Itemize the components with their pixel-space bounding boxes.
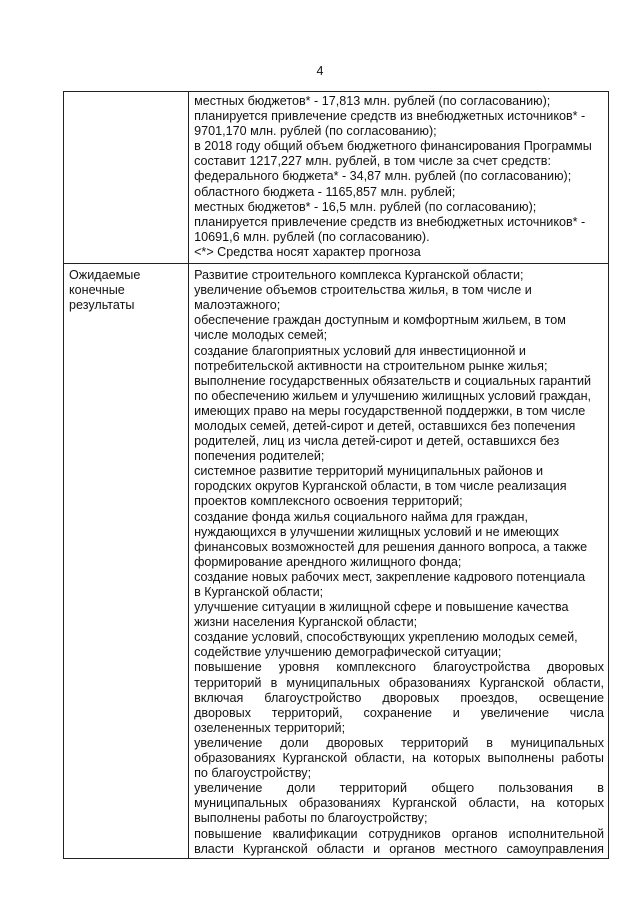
result-line: создание новых рабочих мест, закрепление кадрового потенциала <box>194 569 586 584</box>
result-line: жизни населения Курганской области; <box>194 615 418 630</box>
funding-line: областного бюджета - 1165,857 млн. рублей; <box>194 184 456 199</box>
page-number: 4 <box>316 64 324 78</box>
funding-line: федерального бюджета* - 34,87 млн. рублей (по согласованию); <box>194 169 572 184</box>
funding-line: планируется привлечение средств из внебюджетных источников* - <box>194 214 586 229</box>
result-line: территорий в муниципальных образованиях Курганской области, <box>194 675 604 690</box>
passport-table <box>63 91 609 859</box>
result-line: нуждающихся в улучшении жилищных условий и не имеющих <box>194 524 559 539</box>
funding-line: местных бюджетов* - 17,813 млн. рублей (по согласованию); <box>194 94 551 108</box>
funding-line: составит 1217,227 млн. рублей, в том числе за счет средств: <box>194 154 551 169</box>
results-content-cell <box>189 264 609 859</box>
result-line: создание фонда жилья социального найма для граждан, <box>194 509 528 524</box>
result-line: власти Курганской области и органов местного самоуправления <box>194 841 604 856</box>
funding-line: планируется привлечение средств из внебюджетных источников* - <box>194 109 586 124</box>
results-label-line: конечные <box>69 283 125 298</box>
table-row-funding <box>64 92 609 264</box>
result-line: Развитие строительного комплекса Курганской области; <box>194 268 524 283</box>
funding-line: местных бюджетов* - 16,5 млн. рублей (по согласованию); <box>194 199 537 214</box>
results-label-cell <box>64 264 189 859</box>
result-line: озелененных территорий; <box>194 720 346 735</box>
result-line: увеличение доли дворовых территорий в муниципальных <box>194 735 604 750</box>
result-line: системное развитие территорий муниципальных районов и <box>194 464 544 479</box>
result-line: создание благоприятных условий для инвестиционной и <box>194 343 526 358</box>
result-line: увеличение объемов строительства жилья, в том числе и <box>194 283 532 298</box>
result-line: включая благоустройство дворовых проездов, освещение <box>194 690 604 705</box>
result-line: проектов комплексного освоения территорий; <box>194 494 463 509</box>
result-line: обеспечение граждан доступным и комфортным жильем, в том <box>194 313 566 328</box>
funding-line: в 2018 году общий объем бюджетного финансирования Программы <box>194 139 592 154</box>
result-line: улучшение ситуации в жилищной сфере и повышение качества <box>194 600 569 615</box>
result-line: увеличение доли территорий общего пользования в <box>194 781 604 796</box>
result-line: финансовых возможностей для решения данного вопроса, а также <box>194 539 588 554</box>
results-label-line: результаты <box>69 298 135 313</box>
result-line: в Курганской области; <box>194 585 324 599</box>
forecast-footnote: <*> Средства носят характер прогноза <box>194 244 421 259</box>
funding-line: 9701,170 млн. рублей (по согласованию); <box>194 124 437 139</box>
result-line: выполнены работы по благоустройству; <box>194 811 428 826</box>
result-line: повышение уровня комплексного благоустройства дворовых <box>194 660 604 675</box>
result-line: числе молодых семей; <box>194 328 328 343</box>
result-line: по обеспечению жильем и улучшению жилищных условий граждан, <box>194 388 592 403</box>
result-line: муниципальных образованиях Курганской области, на которых <box>194 796 604 811</box>
result-line: по благоустройству; <box>194 766 312 781</box>
result-line: повышение квалификации сотрудников органов исполнительной <box>194 826 604 841</box>
funding-line: 10691,6 млн. рублей (по согласованию). <box>194 229 430 244</box>
result-line: выполнение государственных обязательств и социальных гарантий <box>194 373 592 388</box>
result-line: молодых семей, детей-сирот и детей, оставшихся без попечения <box>194 418 576 433</box>
results-label-line: Ожидаемые <box>69 268 141 283</box>
result-line: формирование арендного жилищного фонда; <box>194 554 462 569</box>
result-line: создание условий, способствующих укреплению молодых семей, <box>194 630 578 645</box>
table-row-expected-results <box>64 264 609 859</box>
result-line: родителей, лиц из числа детей-сирот и детей, оставшихся без <box>194 434 560 449</box>
funding-content-cell <box>189 92 609 264</box>
result-line: дворовых территорий, сохранение и увеличение числа <box>194 705 604 720</box>
result-line: содействие улучшению демографической ситуации; <box>194 645 502 660</box>
funding-label-cell <box>64 92 189 264</box>
result-line: имеющих право на меры государственной поддержки, в том числе <box>194 403 586 418</box>
result-line: городских округов Курганской области, в том числе реализация <box>194 479 567 494</box>
result-line: потребительской активности на строительном рынке жилья; <box>194 358 548 373</box>
result-line: образованиях Курганской области, на которых выполнены работы <box>194 751 604 766</box>
result-line: попечения родителей; <box>194 449 325 464</box>
result-line: малоэтажного; <box>194 298 281 313</box>
